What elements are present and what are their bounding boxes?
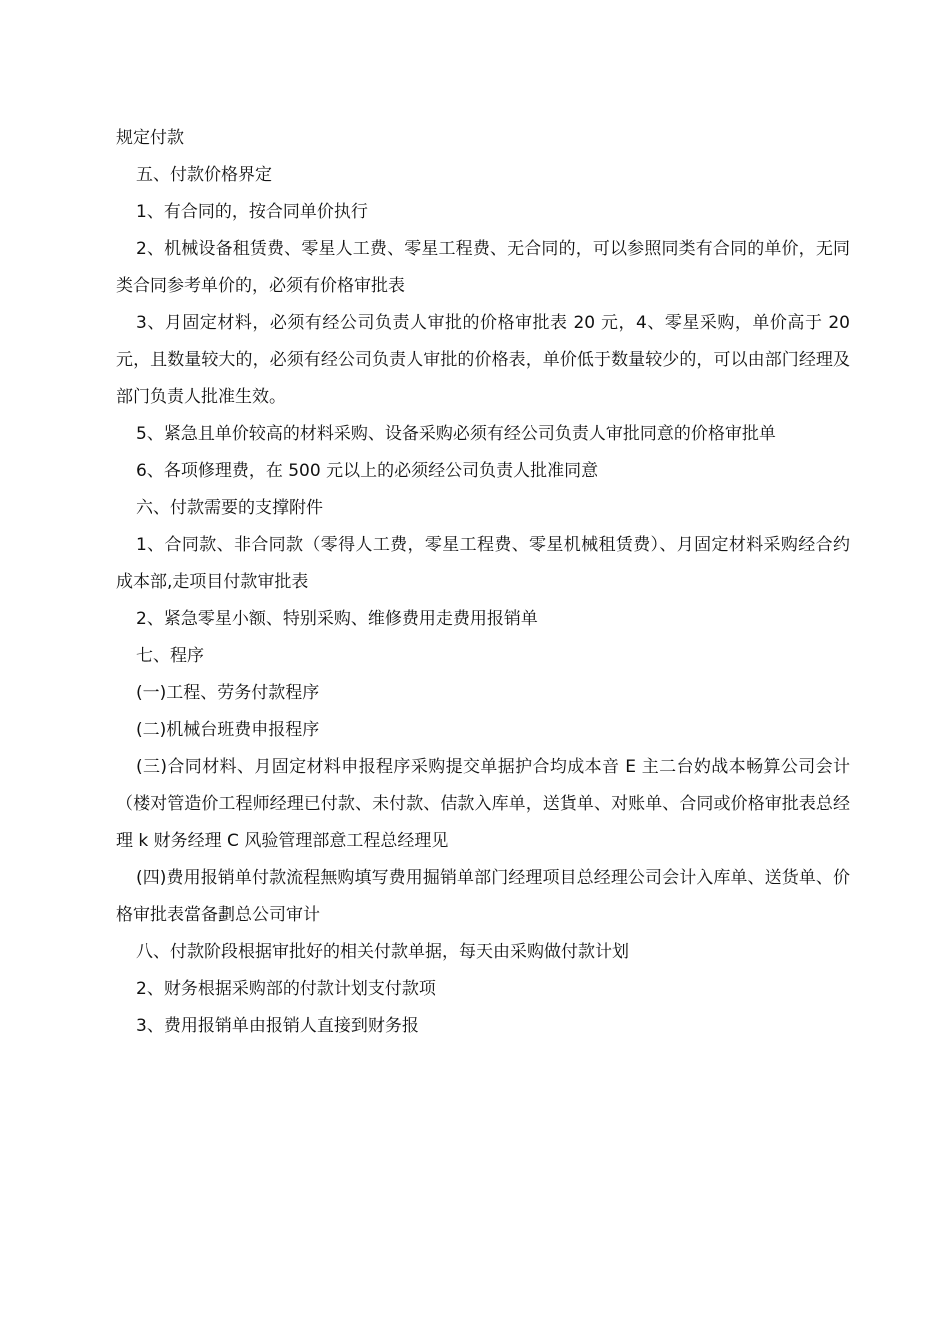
paragraph: 2、财务根据采购部的付款计划支付款项 (136, 979, 436, 999)
paragraph: 1、有合同的，按合同单价执行 (136, 202, 368, 222)
paragraph: 八、付款阶段根据审批好的相关付款单据，每天由采购做付款计划 (136, 942, 629, 962)
paragraph: (一)工程、劳务付款程序 (136, 683, 320, 703)
paragraph: 5、紧急且单价较高的材料采购、设备采购必须有经公司负责人审批同意的价格审批单 (136, 424, 776, 444)
paragraph: 规定付款 (116, 128, 184, 148)
paragraph: 1、合同款、非合同款（零得人工费，零星工程费、零星机械租赁费）、月固定材料采购经合约成本部,走项目付款审批表 (116, 535, 850, 592)
paragraph: 六、付款需要的支撑附件 (136, 498, 323, 518)
paragraph: 五、付款价格界定 (136, 165, 272, 185)
paragraph: (三)合同材料、月固定材料申报程序采购提交单据护合均成本音 E 主二台妁战本畅算公司会计（楼对管造价工程师经理已付款、未付款、佶款入库单，送貨单、对账单、合同或价格审批表总经理 k 财务经理 C 风验管理部意工程总经理见 (116, 757, 850, 851)
paragraph: 七、程序 (136, 646, 204, 666)
paragraph: 3、费用报销单由报销人直接到财务报 (136, 1016, 419, 1036)
paragraph: 2、紧急零星小额、特别采购、维修费用走费用报销单 (136, 609, 538, 629)
paragraph: (二)机械台班费申报程序 (136, 720, 320, 740)
document-body (116, 120, 850, 1045)
paragraph: (四)费用报销单付款流程無购填写费用掘销单部门经理项目总经理公司会计入库单、送货单、价格审批表當备劃总公司审计 (116, 868, 850, 925)
paragraph: 2、机械设备租赁费、零星人工费、零星工程费、无合同的，可以参照同类有合同的单价，无同类合同参考单价的，必须有价格审批表 (116, 239, 850, 296)
paragraph: 6、各项修理费，在 500 元以上的必须经公司负责人批准同意 (136, 461, 599, 481)
paragraph: 3、月固定材料，必须有经公司负责人审批的价格审批表 20 元，4、零星采购，单价高于 20 元，且数量较大的，必须有经公司负责人审批的价格表，单价低于数量较少的，可以由部门经理及部门负责人批准生效。 (116, 313, 850, 407)
